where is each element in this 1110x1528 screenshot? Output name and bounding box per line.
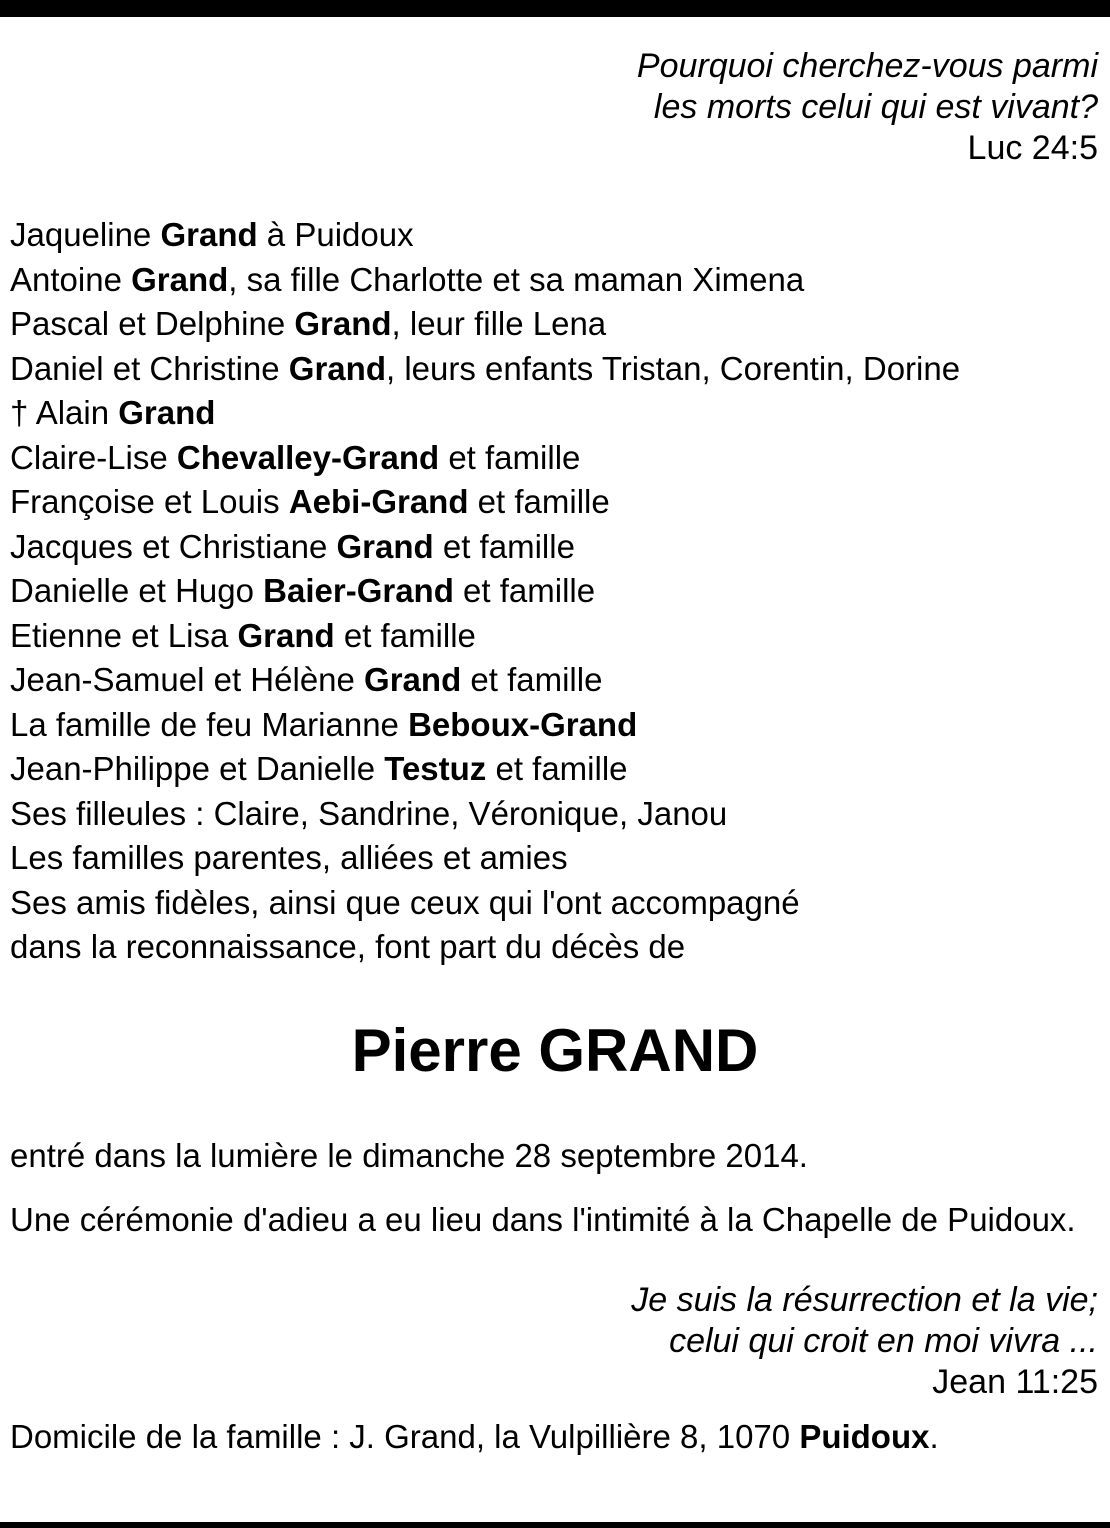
family-line <box>10 525 960 570</box>
domicile-town: Puidoux <box>799 1418 930 1455</box>
family-text: dans la reconnaissance, font part du décès de <box>10 928 686 965</box>
family-surname: Grand <box>364 661 462 698</box>
family-line <box>10 480 960 525</box>
family-text: Pascal et Delphine <box>10 305 295 342</box>
family-text: et famille <box>468 483 610 520</box>
family-line <box>10 881 960 926</box>
closing-scripture-quote <box>631 1280 1098 1403</box>
top-border-rule <box>0 0 1110 17</box>
family-text: Etienne et Lisa <box>10 616 238 654</box>
family-surname: Beboux-Grand <box>408 705 638 743</box>
family-text: Jean-Samuel et Hélène <box>10 661 365 698</box>
domicile-text: Domicile de la famille : J. Grand, la Vulpillière 8, 1070 <box>10 1418 800 1455</box>
family-text: † Alain <box>10 394 119 431</box>
family-text: Françoise et Louis <box>10 483 289 520</box>
family-text: , sa fille Charlotte et sa maman Ximena <box>228 260 805 298</box>
family-surname: Grand <box>288 349 386 387</box>
family-line <box>10 391 960 436</box>
family-line <box>10 213 960 258</box>
family-surname: Grand <box>118 394 216 431</box>
family-line <box>10 836 960 881</box>
family-text: à Puidoux <box>257 216 414 253</box>
family-surname: Grand <box>294 305 392 342</box>
domicile-text: . <box>929 1418 939 1455</box>
family-surname: Aebi-Grand <box>288 483 469 520</box>
family-line <box>10 302 960 347</box>
bottom-border-rule <box>0 1522 1110 1528</box>
family-line <box>10 792 960 837</box>
deceased-name: Pierre GRAND <box>351 1017 759 1084</box>
family-text: Daniel et Christine <box>10 349 289 387</box>
family-text: et famille <box>486 750 628 787</box>
death-notice: entré dans la lumière le dimanche 28 septembre 2014. <box>10 1137 808 1174</box>
family-line <box>10 347 960 392</box>
family-text: Jean-Philippe et Danielle <box>10 750 385 787</box>
family-text: et famille <box>439 438 581 476</box>
family-surname: Grand <box>336 527 434 565</box>
family-text: Jaqueline <box>10 216 161 253</box>
opening-scripture-quote <box>637 46 1098 169</box>
family-text: , leurs enfants Tristan, Corentin, Dorine <box>385 349 961 387</box>
family-text: Les familles parentes, alliées et amies <box>10 839 568 876</box>
family-announcement-list <box>10 213 960 970</box>
family-text: La famille de feu Marianne <box>10 705 409 743</box>
family-line <box>10 703 960 748</box>
family-surname: Grand <box>237 616 335 654</box>
family-surname: Grand <box>160 216 258 253</box>
family-line <box>10 925 960 970</box>
family-surname: Chevalley-Grand <box>176 438 440 476</box>
quote-line: Pourquoi cherchez-vous parmi <box>636 47 1098 85</box>
family-text: Ses filleules : Claire, Sandrine, Véronique, Janou <box>10 794 728 832</box>
family-domicile <box>10 1417 939 1457</box>
family-text: et famille <box>461 661 603 698</box>
family-line <box>10 747 960 792</box>
family-line <box>10 658 960 703</box>
quote-reference: Luc 24:5 <box>967 129 1098 167</box>
family-line <box>10 569 960 614</box>
family-text: , leur fille Lena <box>391 305 607 342</box>
family-text: Jacques et Christiane <box>10 527 337 565</box>
family-text: Ses amis fidèles, ainsi que ceux qui l'ont accompagné <box>10 883 800 921</box>
family-line <box>10 436 960 481</box>
family-surname: Testuz <box>384 750 487 787</box>
ceremony-notice: Une cérémonie d'adieu a eu lieu dans l'intimité à la Chapelle de Puidoux. <box>10 1201 1076 1238</box>
family-line <box>10 258 960 303</box>
family-text: et famille <box>453 572 596 609</box>
family-text: Claire-Lise <box>10 438 177 476</box>
family-surname: Baier-Grand <box>263 572 454 609</box>
quote-line: Je suis la résurrection et la vie; <box>631 1281 1098 1319</box>
family-text: Danielle et Hugo <box>10 572 264 609</box>
quote-line: celui qui croit en moi vivra ... <box>669 1322 1098 1360</box>
quote-reference: Jean 11:25 <box>932 1363 1098 1401</box>
family-line <box>10 614 960 659</box>
family-text: et famille <box>433 527 575 565</box>
quote-line: les morts celui qui est vivant? <box>653 88 1098 126</box>
family-text: Antoine <box>10 260 132 298</box>
family-surname: Grand <box>131 260 229 298</box>
family-text: et famille <box>334 616 476 654</box>
